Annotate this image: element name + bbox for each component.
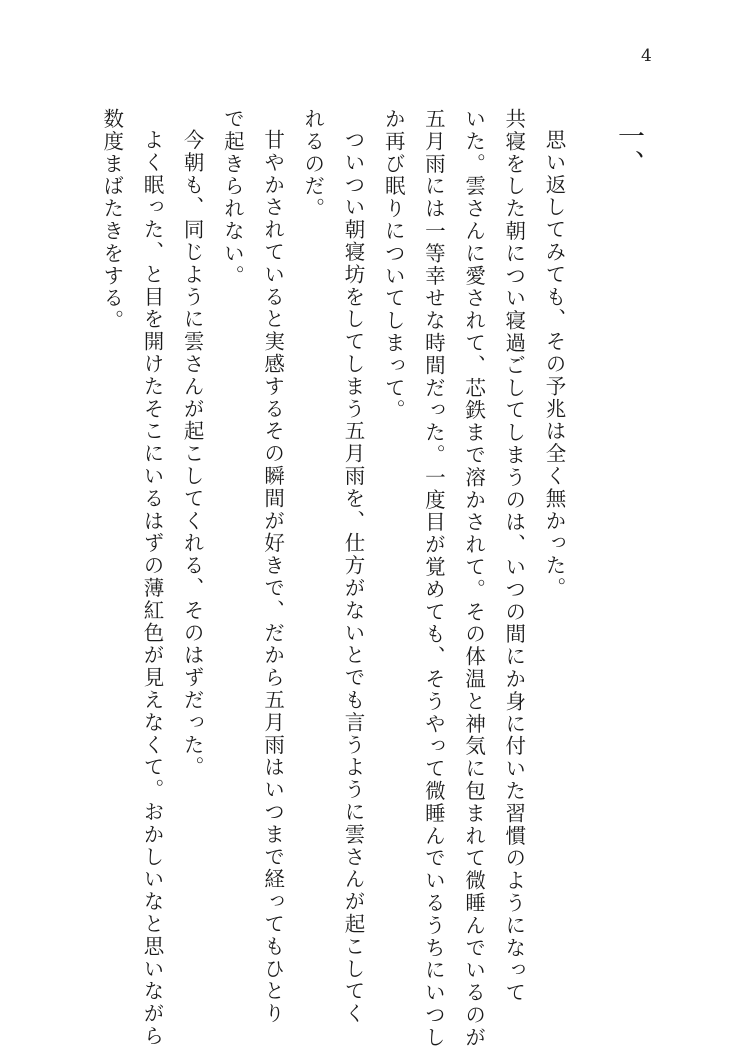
- text-line: 数度まばたきをする。: [99, 108, 124, 332]
- chapter-heading: 一、: [613, 122, 644, 178]
- page-number: 4: [641, 46, 652, 66]
- text-line: 思い返してみても、その予兆は全く無かった。: [542, 128, 566, 599]
- text-line: 五月雨には一等幸せな時間だった。一度目が覚めても、そうやって微睡んでいるうちにいつし: [421, 108, 446, 1049]
- text-line: 共寝をした朝につい寝過ごしてしまうのは、いつの間にか身に付いた習慣のようになって: [501, 108, 526, 1004]
- text-line: ついつい朝寝坊をしてしまう五月雨を、仕方がないとでも言うように雲さんが起こしてく: [340, 128, 365, 1025]
- text-line: か再び眠りについてしまって。: [381, 108, 406, 422]
- text-line: 甘やかされていると実感するその瞬間が好きで、だから五月雨はいつまで経ってもひとり: [260, 128, 285, 1025]
- text-line: れるのだ。: [300, 108, 325, 220]
- text-line: で起きられない。: [220, 108, 245, 288]
- text-line: よく眠った、と目を開けたそこにいるはずの薄紅色が見えなくて。おかしいなと思いながら: [139, 128, 164, 1047]
- body-text: [92, 108, 574, 1049]
- text-line: 今朝も、同じように雲さんが起こしてくれる、そのはずだった。: [180, 128, 205, 779]
- text-line: いた。雲さんに愛されて、芯鉄まで溶かされて。その体温と神気に包まれて微睡んでいるのが: [461, 108, 486, 1049]
